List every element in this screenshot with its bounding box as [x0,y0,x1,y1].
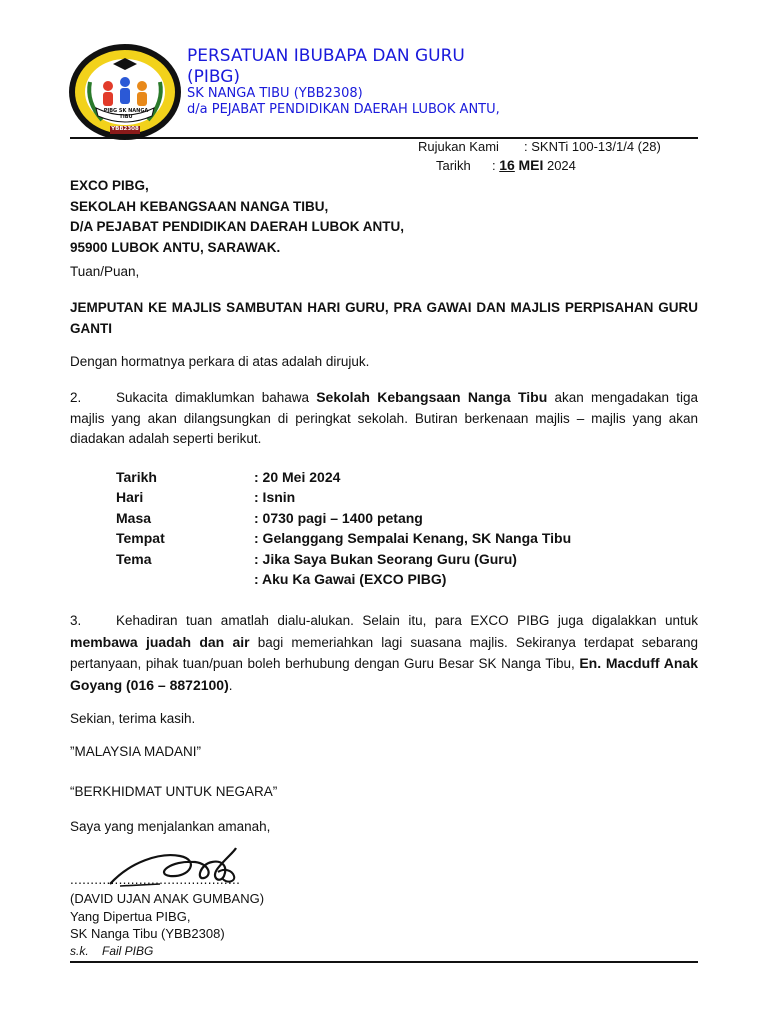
cc-value: Fail PIBG [102,943,154,958]
para2-text: Sukacita dimaklumkan bahawa [116,390,317,405]
signatory-school: SK Nanga Tibu (YBB2308) [70,926,225,941]
detail-value: : Gelanggang Sempalai Kenang, SK Nanga Tibu [254,530,572,546]
recipient-line: 95900 LUBOK ANTU, SARAWAK. [70,239,281,255]
slogan-malaysia-madani: ”MALAYSIA MADANI” [70,744,202,759]
school-name-bold: Sekolah Kebangsaan Nanga Tibu [316,389,548,405]
org-title: PERSATUAN IBUBAPA DAN GURU (PIBG) [187,46,465,87]
salutation: Tuan/Puan, [70,264,140,279]
closing: Sekian, terima kasih. [70,711,196,726]
para3-text-end: . [228,677,233,693]
detail-row [116,528,571,548]
org-address: d/a PEJABAT PENDIDIKAN DAERAH LUBOK ANTU, [187,102,500,117]
detail-value: : 0730 pagi – 1400 petang [254,510,423,526]
recipient-line: SEKOLAH KEBANGSAAN NANGA TIBU, [70,198,329,214]
paragraph-2 [70,387,698,450]
detail-value: : Isnin [254,489,296,505]
detail-value: : Jika Saya Bukan Seorang Guru (Guru) [254,551,517,567]
date-year: 2024 [546,158,576,173]
date-day: 16 [499,157,515,173]
detail-row [116,487,295,507]
signatory-position: Yang Dipertua PIBG, [70,908,191,924]
para3-text: Kehadiran tuan amatlah dialu-alukan. Selain itu, para EXCO PIBG juga digalakkan untuk [116,613,698,628]
reference-row [418,139,661,154]
detail-value: : 20 Mei 2024 [254,469,341,485]
detail-row [116,569,446,589]
signature-dots: .......................................... [70,872,241,887]
signature-block [70,890,264,960]
trust-line: Saya yang menjalankan amanah, [70,819,271,834]
slogan-berkhidmat: “BERKHIDMAT UNTUK NEGARA” [70,784,278,799]
date-label: Tarikh [436,158,471,173]
cc-label: s.k. [70,943,89,958]
para-number: 2. [70,390,82,405]
recipient-line: D/A PEJABAT PENDIDIKAN DAERAH LUBOK ANTU, [70,219,405,234]
cc-line [70,943,264,961]
detail-label: Tema [116,551,152,567]
detail-label: Tempat [116,530,165,546]
date-sep: : [492,158,496,173]
para3-text-mid: bagi memeriahkan lagi suasana majlis. Sekiranya terdapat sebarang pertanyaan, pihak tuan/puan boleh berhubung dengan Guru Besar SK Nanga Tibu, [70,634,698,671]
date-row [436,157,576,173]
para3-bold-1: membawa juadah dan air [70,633,250,650]
logo-text-top: PIBG SK NANGA TIBU [103,108,149,120]
para2-text-end: akan mengadakan tiga majlis yang akan dilangsungkan di peringkat sekolah. Butiran berkenaan majlis – majlis yang akan diadakan adalah seperti berikut. [70,390,698,446]
recipient-block [70,176,404,258]
detail-label: Hari [116,489,144,505]
detail-row [116,467,340,487]
para3-bold-contact: En. Macduff Anak Goyang (016 – 8872100) [70,655,699,693]
reference-label: Rujukan Kami [418,139,499,154]
logo-text-bottom: YBB2308 [111,126,139,132]
paragraph-3 [70,611,698,696]
date-month: MEI [518,157,544,173]
footer-rule [70,961,698,963]
para-number: 3. [70,613,82,628]
school-logo [68,42,182,142]
subject: JEMPUTAN KE MAJLIS SAMBUTAN HARI GURU, PRA GAWAI DAN MAJLIS PERPISAHAN GURU GANTI [70,300,698,336]
detail-row [116,549,517,569]
signatory-name: (DAVID UJAN ANAK GUMBANG) [70,891,265,906]
recipient-line: EXCO PIBG, [70,178,149,193]
detail-row [116,508,423,528]
detail-value: : Aku Ka Gawai (EXCO PIBG) [254,571,447,587]
detail-label: Tarikh [116,469,157,485]
org-school: SK NANGA TIBU (YBB2308) [187,86,363,101]
detail-label: Masa [116,510,152,526]
opening-paragraph: Dengan hormatnya perkara di atas adalah dirujuk. [70,354,370,369]
reference-value: : SKNTi 100-13/1/4 (28) [524,139,661,154]
